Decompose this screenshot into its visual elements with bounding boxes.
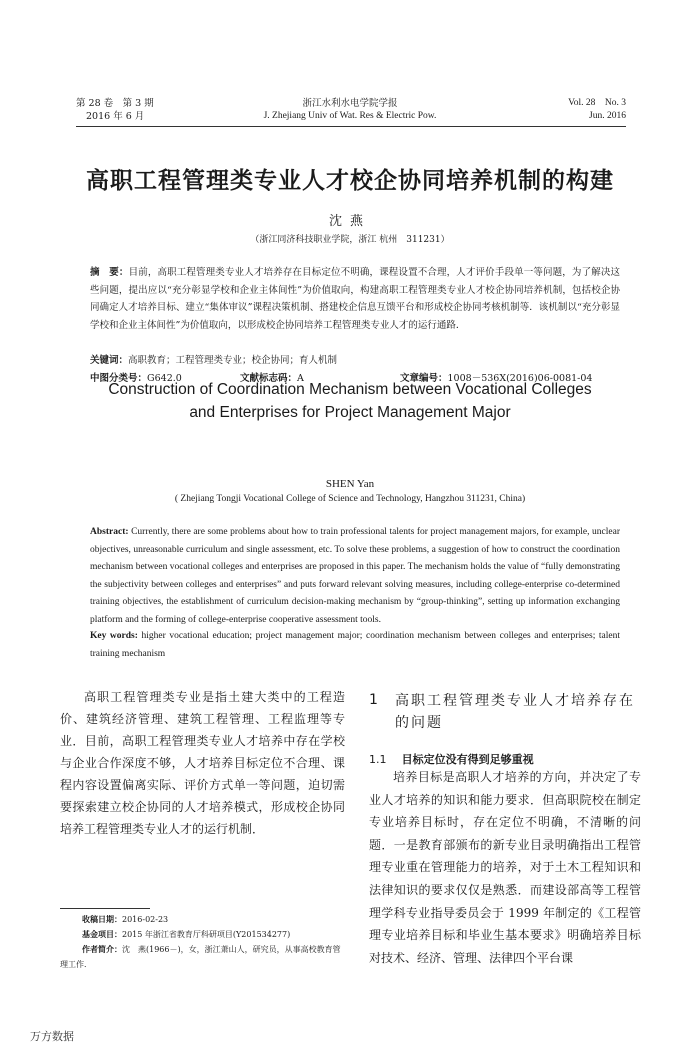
abstract-en-label: Abstract:: [90, 527, 129, 537]
fund-label: 基金项目：: [82, 929, 122, 939]
footnote-bio: [60, 942, 345, 972]
abstract-en-text: Currently, there are some problems about how to train professional talents for project management majors, for example, unclear objectives, unreasonable curriculum and single assessment, etc. To solve these problems, a suggestion of how to construct the coordination mechanism between vocational colleges and enterprises are proposed in this paper. The mechanism holds the value of “fully demonstrating the subjectivity between colleges and enterprises” and puts forward relevant solving measures, including college-enterprise co-determined training objectives, the establishment of curriculum decision-making mechanism by “group-thinking”, setting up information exchanging platform and the forming of college-enterprise cooperative assessment tools.: [90, 527, 620, 625]
title-en-line1: Construction of Coordination Mechanism between Vocational Colleges: [108, 381, 592, 398]
keywords-cn-label: 关键词：: [90, 355, 129, 366]
affiliation-en: ( Zhejiang Tongji Vocational College of Science and Technology, Hangzhou 311231, China): [174, 494, 526, 504]
footnote-fund: [60, 927, 367, 942]
section-1-number: 1: [369, 692, 378, 708]
header-journal-en: J. Zhejiang Univ of Wat. Res & Electric Pow.: [263, 111, 437, 121]
header-journal-cn: 浙江水利水电学院学报: [302, 98, 398, 109]
abstract-cn: [90, 264, 620, 334]
footnote-rule: [60, 908, 150, 909]
fund-text: 2015 年浙江省教育厅科研项目(Y201534277): [122, 930, 291, 939]
header-date-en: Jun. 2016: [589, 111, 626, 121]
page-title-en: [0, 378, 700, 424]
header-rule: [76, 126, 626, 127]
article-no-label: 文章编号：: [400, 373, 448, 384]
author-cn: 沈燕: [328, 214, 371, 229]
subsection-1-1-number: 1.1: [369, 753, 387, 766]
clc-label: 中图分类号：: [90, 373, 148, 384]
section-1-heading: [369, 690, 641, 734]
abstract-cn-text: 目前，高职工程管理类专业人才培养存在目标定位不明确，课程设置不合理，人才评价手段单一等问题，为了解决这些问题，提出应以“充分彰显学校和企业主体间性”为价值取向，构建高职工程管理类专业人才校企协同培养机制，包括校企协同确定人才培养目标、建立“集体审议”课程决策机制、搭建校企信息互馈平台和形成校企协同考核机制等．该机制以“充分彰显学校和企业主体间性”为价值取向，以形成校企协同培养工程管理类专业人才的运行通路．: [90, 267, 620, 331]
keywords-cn: [90, 352, 620, 370]
abstract-cn-label: 摘 要：: [90, 267, 129, 278]
doc-code-label: 文献标志码：: [240, 373, 298, 384]
subsection-1-1-title: 目标定位没有得到足够重视: [401, 753, 534, 766]
section-1-title: 高职工程管理类专业人才培养存在的问题: [395, 693, 635, 731]
watermark-logo: 万方数据: [30, 1030, 74, 1043]
clc-value: G642.0: [147, 373, 182, 384]
abstract-en: [90, 524, 620, 630]
header-volume-en: Vol. 28 No. 3: [568, 98, 626, 108]
bio-text: 沈 燕(1966－)，女，浙江萧山人，研究员，从事高校教育管理工作．: [60, 945, 341, 969]
article-no-value: 1008－536X(2016)06-0081-04: [447, 373, 593, 384]
keywords-en-text: higher vocational education; project management major; coordination mechanism between colleges and enterprises; talent training mechanism: [90, 631, 621, 659]
bio-label: 作者简介：: [82, 944, 122, 954]
author-en: SHEN Yan: [325, 478, 375, 490]
received-date: 2016-02-23: [122, 915, 169, 924]
title-en-line2: and Enterprises for Project Management Major: [189, 404, 511, 421]
affiliation-cn: （浙江同济科技职业学院，浙江 杭州 311231）: [250, 235, 450, 245]
footnote-received: [60, 912, 367, 927]
subsection-1-1-text: 培养目标是高职人才培养的方向，并决定了专业人才培养的知识和能力要求．但高职院校在制定专业培养目标时，存在定位不明确，不清晰的问题．一是教育部颁布的新专业目录明确指出工程管理专业重在管理能力的培养，对于土木工程知识和法律知识的要求仅仅是熟悉．而建设部高等工程管理学科专业指导委员会于 1999 年制定的《工程管理专业培养目标和毕业生基本要求》明确培养目标对技术、经济、管理、法律四个平台课: [369, 770, 641, 965]
keywords-cn-text: 高职教育；工程管理类专业；校企协同；育人机制: [128, 355, 338, 366]
subsection-1-1-heading: [369, 748, 641, 767]
page-title-cn: 高职工程管理类专业人才校企协同培养机制的构建: [86, 168, 614, 194]
keywords-en-label: Key words:: [90, 631, 138, 641]
header-volume-cn: 第 28 卷 第 3 期: [76, 98, 154, 109]
intro-paragraph: 高职工程管理类专业是指土建大类中的工程造价、建筑经济管理、建筑工程管理、工程监理等专业．目前，高职工程管理类专业人才培养中存在学校与企业合作深度不够，人才培养目标定位不合理、课程内容设置偏离实际、评价方式单一等问题，迫切需要探索建立校企协同的人才培养模式，形成校企协同培养工程管理类专业人才的运行机制．: [60, 690, 345, 836]
keywords-en: [90, 628, 620, 663]
doc-code-value: A: [297, 373, 304, 384]
header-date-cn: 2016 年 6 月: [86, 111, 145, 122]
received-label: 收稿日期：: [82, 914, 122, 924]
